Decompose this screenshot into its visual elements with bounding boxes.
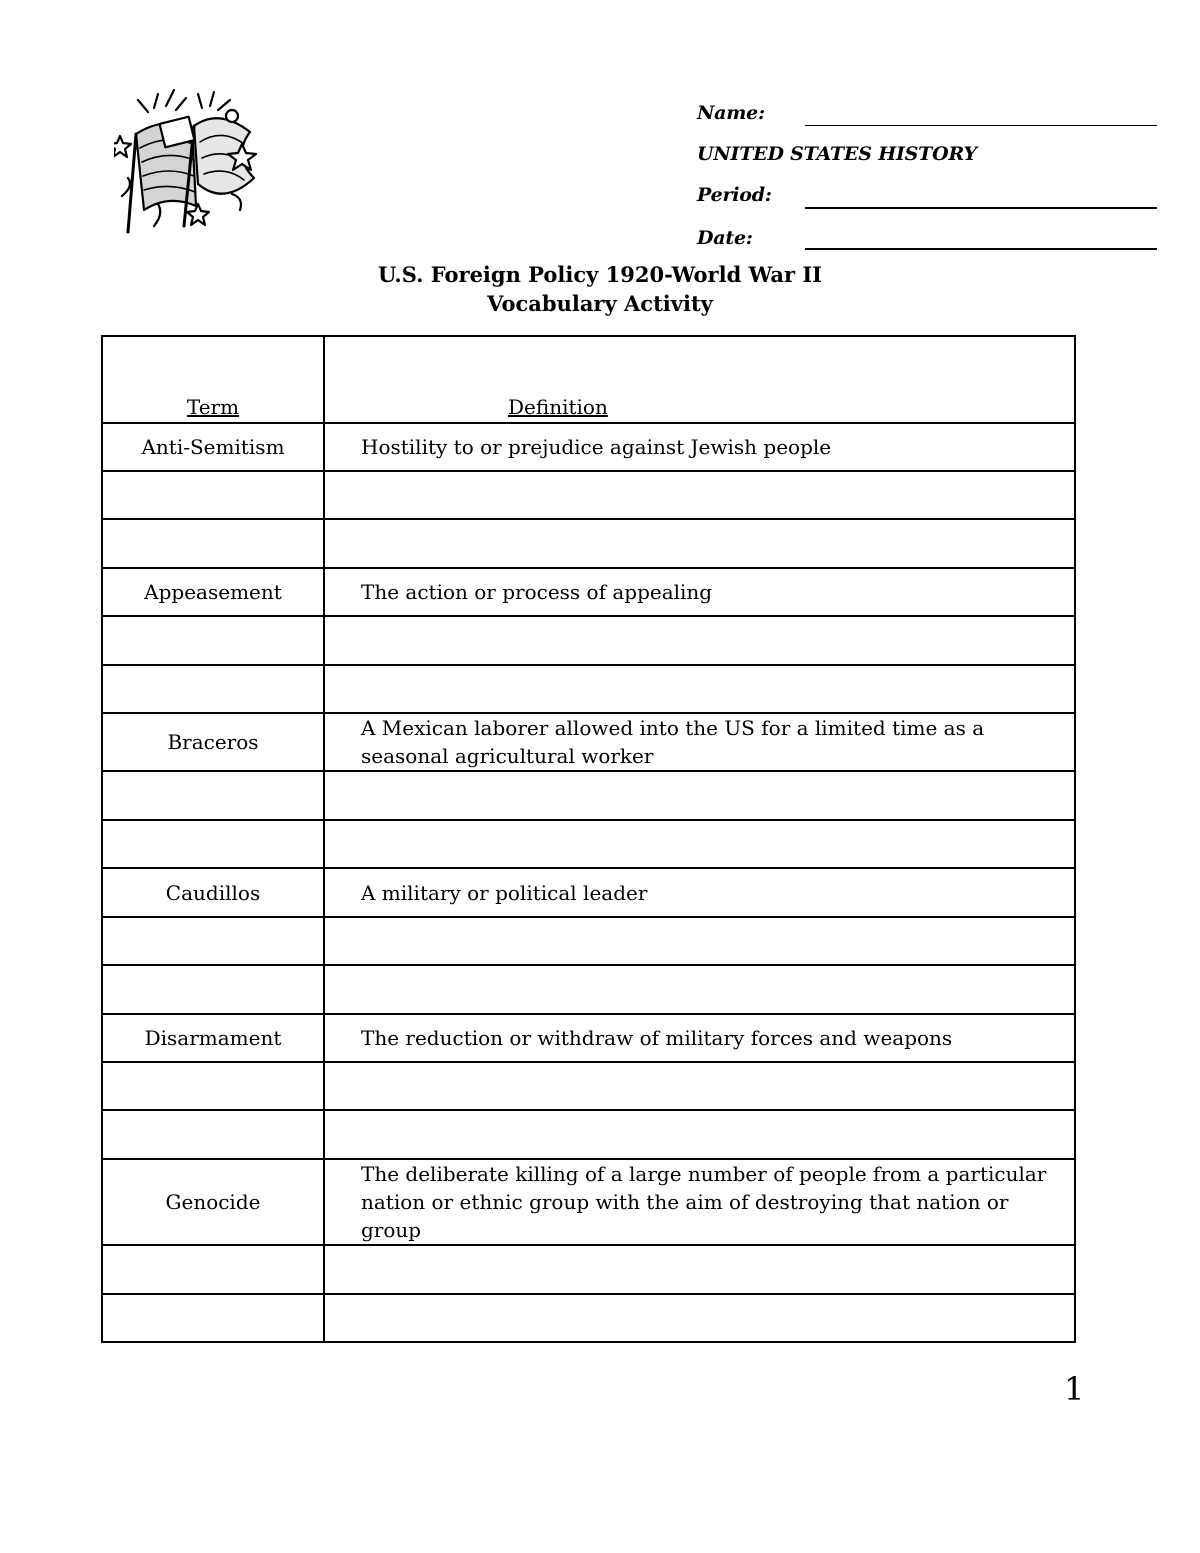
vocabulary-table [101, 335, 1076, 1343]
definition-cell[interactable] [324, 471, 1075, 519]
definition-cell: The deliberate killing of a large number of people from a particular nation or ethnic group with the aim of destroying that nation or group [324, 1159, 1075, 1245]
definition-cell: The action or process of appealing [324, 568, 1075, 616]
course-title: UNITED STATES HISTORY [697, 143, 977, 165]
term-cell[interactable] [102, 965, 324, 1014]
name-row [697, 100, 1157, 141]
definition-cell[interactable] [324, 771, 1075, 820]
table-row [102, 965, 1075, 1014]
definition-cell: Hostility to or prejudice against Jewish people [324, 423, 1075, 471]
table-row [102, 1014, 1075, 1062]
table-row [102, 917, 1075, 965]
term-cell: Braceros [102, 713, 324, 771]
page-title [0, 260, 1200, 318]
date-row [697, 223, 1157, 264]
page-number: 1 [1064, 1370, 1085, 1408]
period-label: Period: [697, 184, 772, 206]
period-field[interactable] [805, 207, 1157, 209]
term-column-header: Term [102, 336, 324, 423]
term-cell[interactable] [102, 1245, 324, 1294]
term-cell[interactable] [102, 665, 324, 713]
term-cell[interactable] [102, 1062, 324, 1110]
table-row [102, 713, 1075, 771]
title-line-2: Vocabulary Activity [487, 291, 713, 316]
table-row [102, 1245, 1075, 1294]
term-cell[interactable] [102, 616, 324, 665]
definition-cell[interactable] [324, 1110, 1075, 1159]
table-row [102, 1110, 1075, 1159]
term-cell: Caudillos [102, 868, 324, 917]
definition-cell[interactable] [324, 519, 1075, 568]
table-row [102, 616, 1075, 665]
date-label: Date: [697, 227, 753, 249]
definition-cell[interactable] [324, 616, 1075, 665]
course-row [697, 141, 1157, 182]
table-row [102, 1159, 1075, 1245]
term-cell: Disarmament [102, 1014, 324, 1062]
definition-cell: A Mexican laborer allowed into the US for a limited time as a seasonal agricultural worker [324, 713, 1075, 771]
table-row [102, 868, 1075, 917]
table-row [102, 771, 1075, 820]
definition-cell[interactable] [324, 1062, 1075, 1110]
definition-cell: The reduction or withdraw of military forces and weapons [324, 1014, 1075, 1062]
definition-cell[interactable] [324, 1245, 1075, 1294]
definition-cell[interactable] [324, 820, 1075, 868]
table-row [102, 471, 1075, 519]
definition-cell[interactable] [324, 917, 1075, 965]
table-row [102, 1062, 1075, 1110]
flags-stars-clipart-icon [114, 86, 266, 242]
term-cell[interactable] [102, 917, 324, 965]
term-cell[interactable] [102, 1294, 324, 1342]
table-row [102, 519, 1075, 568]
term-cell[interactable] [102, 820, 324, 868]
term-cell[interactable] [102, 1110, 324, 1159]
table-row [102, 568, 1075, 616]
period-row [697, 182, 1157, 223]
definition-cell[interactable] [324, 665, 1075, 713]
term-cell[interactable] [102, 471, 324, 519]
term-cell: Anti-Semitism [102, 423, 324, 471]
term-cell[interactable] [102, 771, 324, 820]
definition-column-header: Definition [324, 336, 1075, 423]
title-line-1: U.S. Foreign Policy 1920-World War II [378, 262, 822, 287]
table-row [102, 820, 1075, 868]
table-header-row [102, 336, 1075, 423]
term-cell: Genocide [102, 1159, 324, 1245]
table-row [102, 1294, 1075, 1342]
table-row [102, 423, 1075, 471]
header-fields [697, 100, 1157, 264]
definition-cell[interactable] [324, 965, 1075, 1014]
name-field[interactable] [805, 125, 1157, 126]
definition-cell[interactable] [324, 1294, 1075, 1342]
name-label: Name: [697, 102, 765, 124]
definition-cell: A military or political leader [324, 868, 1075, 917]
term-cell: Appeasement [102, 568, 324, 616]
date-field[interactable] [805, 248, 1157, 250]
table-row [102, 665, 1075, 713]
term-cell[interactable] [102, 519, 324, 568]
